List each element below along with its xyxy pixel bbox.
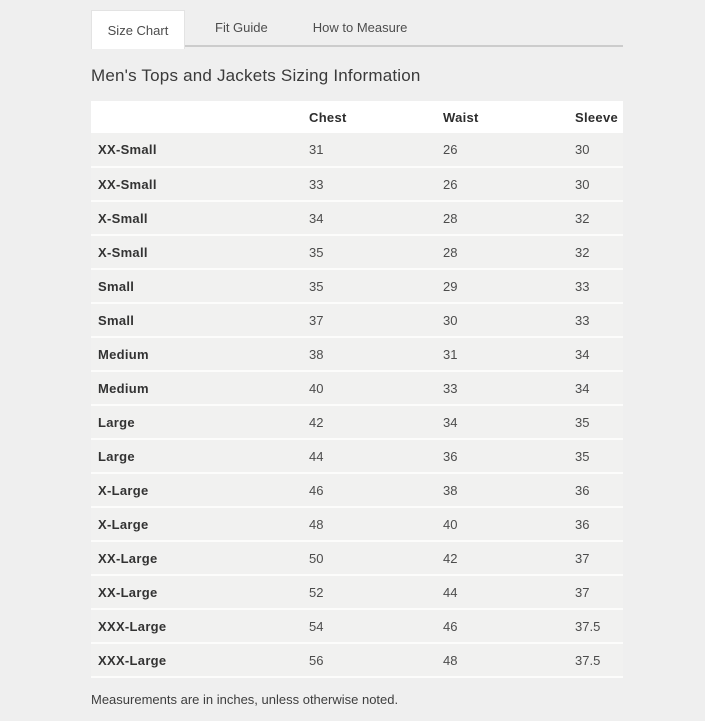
waist-value: 26: [443, 176, 458, 192]
waist-value: 34: [443, 414, 458, 430]
size-label: XX-Small: [98, 142, 157, 157]
table-row: [91, 439, 623, 473]
sleeve-value: 30: [575, 176, 590, 192]
sleeve-value: 37: [575, 584, 590, 600]
table-row: [91, 303, 623, 337]
chest-value: 34: [309, 210, 324, 226]
size-label: X-Small: [98, 244, 148, 260]
waist-value: 33: [443, 380, 458, 396]
size-label: X-Large: [98, 482, 149, 498]
page-title: Men's Tops and Jackets Sizing Information: [91, 66, 421, 85]
tab-size-chart[interactable]: Size Chart: [91, 10, 185, 49]
size-label: XX-Large: [98, 550, 158, 566]
waist-value: 38: [443, 482, 458, 498]
chest-value: 35: [309, 244, 324, 260]
chest-value: 31: [309, 142, 324, 157]
sleeve-value: 35: [575, 414, 590, 430]
size-label: Medium: [98, 380, 149, 396]
waist-value: 28: [443, 210, 458, 226]
sleeve-value: 37.5: [575, 652, 601, 668]
tab-fit-guide[interactable]: Fit Guide: [215, 20, 268, 35]
size-label: Large: [98, 448, 135, 464]
sleeve-value: 34: [575, 380, 590, 396]
tab-bar: [91, 10, 623, 47]
size-label: Small: [98, 278, 135, 294]
waist-value: 40: [443, 516, 458, 532]
table-row: [91, 609, 623, 643]
size-label: XXX-Large: [98, 652, 167, 668]
sleeve-value: 35: [575, 448, 590, 464]
size-label: Medium: [98, 346, 149, 362]
table-row: [91, 643, 623, 677]
waist-value: 46: [443, 618, 458, 634]
sleeve-value: 30: [575, 142, 590, 157]
chest-value: 50: [309, 550, 324, 566]
size-table-body: [91, 133, 623, 677]
sleeve-value: 32: [575, 210, 590, 226]
waist-value: 44: [443, 584, 458, 600]
table-row: [91, 337, 623, 371]
sleeve-value: 34: [575, 346, 590, 362]
sleeve-value: 36: [575, 482, 590, 498]
sleeve-value: 37: [575, 550, 590, 566]
table-row: [91, 201, 623, 235]
chest-value: 40: [309, 380, 324, 396]
sleeve-value: 33: [575, 278, 590, 294]
size-label: XX-Large: [98, 584, 158, 600]
column-header-sleeve: Sleeve: [575, 109, 619, 125]
chest-value: 46: [309, 482, 324, 498]
sleeve-value: 36: [575, 516, 590, 532]
waist-value: 26: [443, 142, 458, 157]
table-row: [91, 473, 623, 507]
table-row: [91, 235, 623, 269]
column-header-chest: Chest: [309, 109, 347, 125]
chest-value: 52: [309, 584, 324, 600]
waist-value: 30: [443, 312, 458, 328]
waist-value: 29: [443, 278, 458, 294]
sleeve-value: 33: [575, 312, 590, 328]
measurement-note: Measurements are in inches, unless otherwise noted.: [91, 692, 399, 707]
size-label: X-Large: [98, 516, 149, 532]
waist-value: 36: [443, 448, 458, 464]
size-label: XXX-Large: [98, 618, 167, 634]
chest-value: 35: [309, 278, 324, 294]
chest-value: 37: [309, 312, 324, 328]
waist-value: 28: [443, 244, 458, 260]
waist-value: 31: [443, 346, 458, 362]
size-label: XX-Small: [98, 176, 157, 192]
sleeve-value: 32: [575, 244, 590, 260]
table-row: [91, 269, 623, 303]
tab-how-to-measure[interactable]: How to Measure: [312, 20, 408, 35]
waist-value: 42: [443, 550, 458, 566]
table-row: [91, 575, 623, 609]
size-table: [91, 101, 623, 678]
chest-value: 33: [309, 176, 324, 192]
chest-value: 48: [309, 516, 324, 532]
table-row: [91, 371, 623, 405]
chest-value: 54: [309, 618, 324, 634]
size-label: Large: [98, 414, 135, 430]
table-row: [91, 405, 623, 439]
chest-value: 44: [309, 448, 324, 464]
waist-value: 48: [443, 652, 458, 668]
table-row: [91, 507, 623, 541]
size-label: X-Small: [98, 210, 148, 226]
size-table-header: [91, 101, 623, 133]
column-header-waist: Waist: [443, 109, 479, 125]
table-row: [91, 133, 623, 167]
column-header-size: [91, 101, 309, 133]
chest-value: 56: [309, 652, 324, 668]
header-row: [91, 101, 623, 133]
chest-value: 38: [309, 346, 324, 362]
sleeve-value: 37.5: [575, 618, 601, 634]
table-row: [91, 541, 623, 575]
chest-value: 42: [309, 414, 324, 430]
size-label: Small: [98, 312, 135, 328]
table-row: [91, 167, 623, 201]
